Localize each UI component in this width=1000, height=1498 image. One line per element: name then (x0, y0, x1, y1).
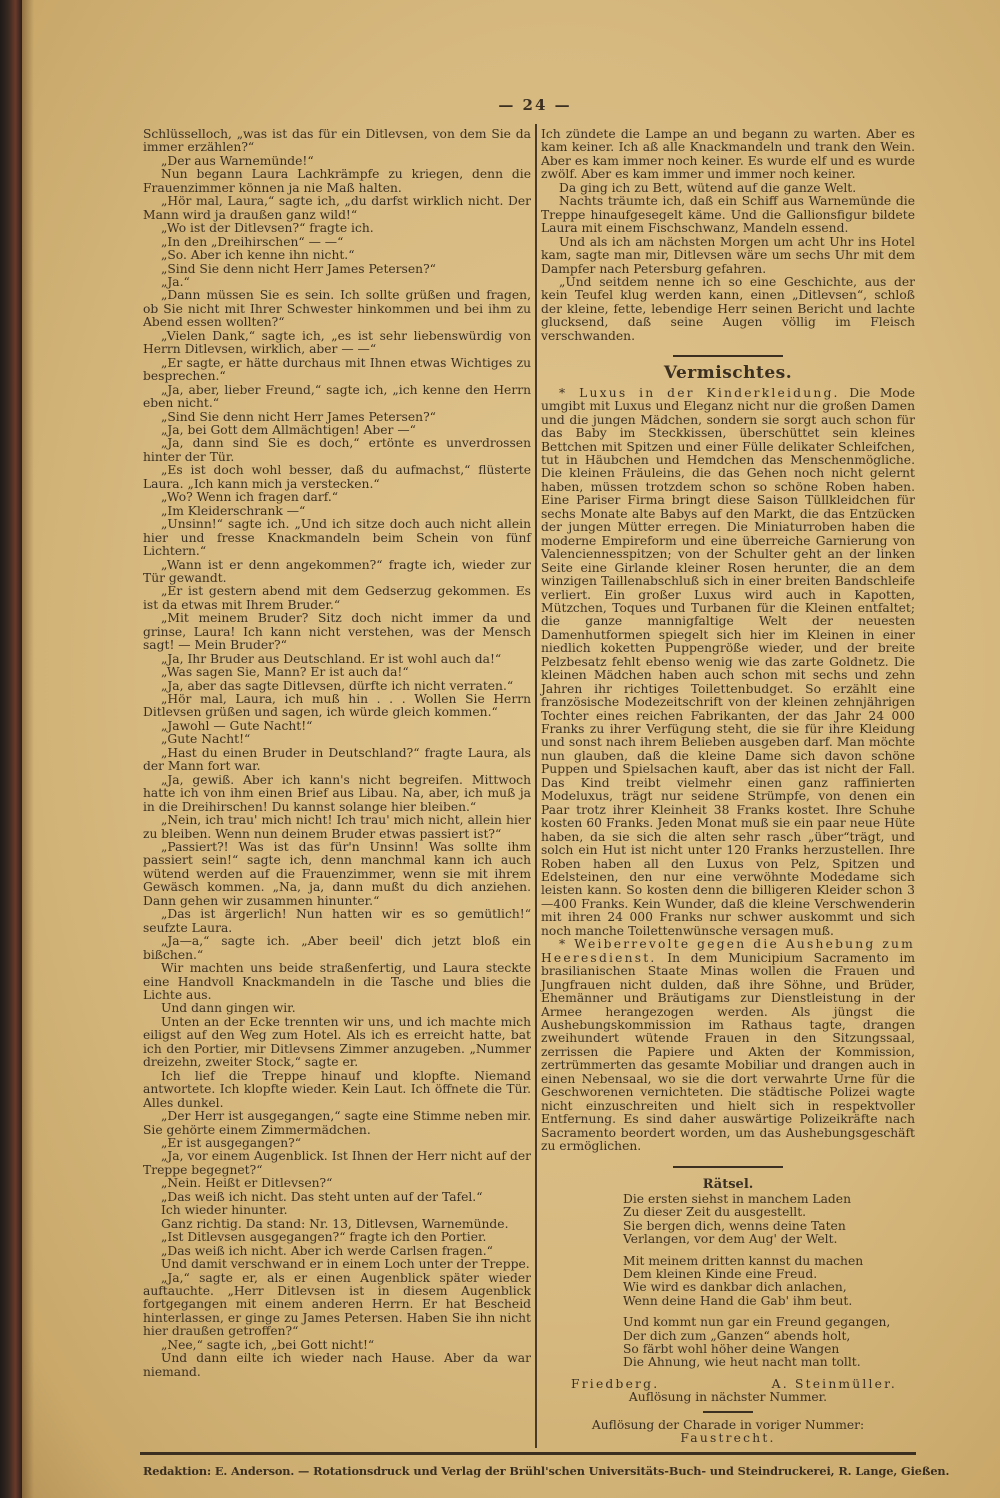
news-item-text: In dem Municipium Sacramento im brasilianischen Staate Minas wollen die Frauen und Jungfrauen nicht dulden, daß ihre Söhne, und Brüder, Ehemänner und Bräutigams zur Dienstleistung in der Armee herangezogen werden. Als jüngst die Aushebungskommission im Rathaus tagte, drangen zweihundert wütende Frauen in den Sitzungssaal, zerrissen die Papiere und Akten der Kommission, zertrümmerten das gesamte Mobiliar und drangen auch in einen Nebensaal, wo sie die dort verwahrte Urne für die Geschworenen vernichteten. Die städtische Polizei wagte nicht einzuschreiten und hielt sich in respektvoller Entfernung. Es sind daher auswärtige Polizeikräfte nach Sacramento beordert worden, um das Aushebungsgeschäft zu ermöglichen. (541, 950, 915, 1154)
riddle-signature (541, 1378, 915, 1391)
news-items (541, 387, 915, 1154)
story-paragraph: „Sind Sie denn nicht Herr James Petersen?“ (161, 261, 436, 276)
story-paragraph: „Passiert?! Was ist das für'n Unsinn! Was sollte ihm passiert sein!“ sagte ich, denn manchmal kann ich auch wütend werden auf die Frauenzimmer, wenn sie mit ihrem Gewäsch kommen. „Na, ja, dann mußt du dich anziehen. Dann gehen wir zusammen hinunter.“ (143, 840, 531, 908)
riddle-poem (541, 1193, 915, 1370)
story-paragraph: „Was sagen Sie, Mann? Er ist auch da!“ (161, 665, 409, 680)
story-paragraph: „Ja, vor einem Augenblick. Ist Ihnen der Herr nicht auf der Treppe begegnet?“ (143, 1149, 531, 1177)
story-paragraph: „Hör mal, Laura, ich muß hin . . . Wollen Sie Herrn Ditlevsen grüßen und sagen, ich würde gleich kommen.“ (143, 692, 531, 720)
news-item-text: Die Mode umgibt mit Luxus und Eleganz nicht nur die großen Damen und die jungen Mädchen, sondern sie sorgt auch schon für das Baby im Steckkissen, überschüttet sein kleines Bettchen mit Spitzen und einer Fülle delikater Schleifchen, tut in Häubchen und Hemdchen das Menschenmögliche. Die kleinen Fräuleins, die das Gehen noch nicht gelernt haben, müssen trotzdem schon so schöne Roben haben. Eine Pariser Firma bringt diese Saison Tüllkleidchen für sechs Monate alte Babys auf den Markt, die das Entzücken der jungen Mütter erregen. Die Miniaturroben haben die moderne Empireform und eine überreiche Garnierung von Valenciennesspitzen; von der Schulter geht an der linken Seite eine Girlande kleiner Rosen herunter, die an dem winzigen Taillenabschluß sich in einer breiten Bandschleife verliert. Ein großer Luxus wird auch in Kapotten, Mützchen, Toques und Turbanen für die Kleinen entfaltet; die ganze mannigfaltige Welt der neuesten Damenhutformen spiegelt sich hier im Kleinen in einer niedlich koketten Puppengröße wieder, und der breite Pelzbesatz fehlt ebenso wenig wie das zarte Goldnetz. Die kleinen Mädchen haben auch schon mit sechs und zehn Jahren ihr richtiges Toilettenbudget. So erzählt eine französische Modezeitschrift von der kleinen zehnjährigen Tochter eines reichen Fabrikanten, der das Jahr 24 000 Franks zu ihrer Verfügung steht, die sie für ihre Kleidung und sonst nach ihrem Belieben ausgeben darf. Man möchte nun glauben, daß die kleine Dame sich davon schöne Puppen und Spielsachen kauft, aber das ist nicht der Fall. Das Kind treibt vielmehr einen ganz raffinierten Modeluxus, trägt nur seidene Strümpfe, von denen ein Paar trotz ihrer Kleinheit 38 Franks kostet. Ihre Schuhe kosten 60 Franks. Jeden Monat muß sie ein paar neue Hüte haben, da sie sich die alten sehr rasch „über“trägt, und solch ein Hut ist nicht unter 120 Franks herzustellen. Ihre Roben haben all den Luxus von Pelz, Spitzen und Edelsteinen, den nur eine verwöhnte Modedame sich leisten kann. So kosten denn die billigeren Kleider schon 3—400 Franks. Kein Wunder, daß die kleine Verschwenderin mit ihren 24 000 Franks nur schwer auskommt und sich noch manche Toilettenwünsche versagen muß. (541, 385, 915, 938)
story-paragraph: Ich wieder hinunter. (161, 1203, 288, 1218)
story-paragraph: Ich zündete die Lampe an und begann zu warten. Aber es kam keiner. Ich aß alle Knackmandeln und trank den Wein. Aber es kam immer noch keiner. Es wurde elf und es wurde zwölf. Aber es kam immer und immer noch keiner. (541, 127, 915, 182)
page-gutter-shadow (22, 0, 34, 1498)
story-paragraph: „In den „Dreihirschen“ — —“ (161, 234, 344, 249)
riddle-line: So färbt wohl höher deine Wangen (623, 1342, 840, 1357)
story-paragraph: „Wo? Wenn ich fragen darf.“ (161, 490, 339, 505)
section-divider (673, 355, 783, 357)
story-paragraph: „Mit meinem Bruder? Sitz doch nicht immer da und grinse, Laura! Ich kann nicht verstehen, was der Mensch sagt! — Mein Bruder?“ (143, 611, 531, 653)
story-paragraph: „Ja—a,“ sagte ich. „Aber beeil' dich jetzt bloß ein bißchen.“ (143, 934, 531, 962)
riddle-line: Wie wird es dankbar dich anlachen, (623, 1280, 847, 1295)
riddle-line: Die ersten siehst in manchem Laden (623, 1191, 851, 1206)
riddle-line: Zu dieser Zeit du ausgestellt. (623, 1205, 807, 1220)
story-paragraph: Ich lief die Treppe hinauf und klopfte. Niemand antwortete. Ich klopfte wieder. Kein Laut. Ich öffnete die Tür. Alles dunkel. (143, 1068, 531, 1110)
riddle-line: Sie bergen dich, wenns deine Taten (623, 1218, 846, 1233)
story-paragraph: „Sind Sie denn nicht Herr James Petersen?“ (161, 409, 436, 424)
story-continuation (541, 128, 915, 343)
column-divider (535, 124, 537, 1448)
story-paragraph: Schlüsselloch, „was ist das für ein Ditlevsen, von dem Sie da immer erzählen?“ (143, 127, 531, 155)
page-number: — 24 — (498, 96, 572, 114)
story-paragraph: Nachts träumte ich, daß ein Schiff aus Warnemünde die Treppe hinaufgesegelt käme. Und die Gallionsfigur bildete Laura mit einem Fischschwanz, Mandeln essend. (541, 194, 915, 236)
riddle-line: Dem kleinen Kinde eine Freud. (623, 1267, 818, 1282)
story-paragraph: „Es ist doch wohl besser, daß du aufmachst,“ flüsterte Laura. „Ich kann mich ja verstecken.“ (143, 463, 531, 491)
story-paragraph: „Nein, ich trau' mich nicht! Ich trau' mich nicht, allein hier zu bleiben. Wenn nun deinem Bruder etwas passiert ist?“ (143, 813, 531, 841)
story-paragraph: „Ja, aber das sagte Ditlevsen, dürfte ich nicht verraten.“ (161, 678, 514, 693)
solution-label: Auflösung der Charade in voriger Nummer: (591, 1417, 865, 1432)
book-binding (0, 0, 22, 1498)
footer-rule (140, 1452, 916, 1455)
left-column (143, 128, 531, 1379)
riddle-line: Und kommt nun gar ein Freund gegangen, (623, 1315, 891, 1330)
story-paragraph: „Er ist gestern abend mit dem Gedserzug gekommen. Es ist da etwas mit Ihrem Bruder.“ (143, 584, 531, 612)
riddle-line: Mit meinem dritten kannst du machen (623, 1253, 864, 1268)
story-paragraph: „Ja.“ (161, 274, 190, 289)
story-paragraph: „Hast du einen Bruder in Deutschland?“ fragte Laura, als der Mann fort war. (143, 745, 531, 774)
news-item (541, 387, 915, 939)
story-paragraph: Wir machten uns beide straßenfertig, und Laura steckte eine Handvoll Knackmandeln in die Tasche und blies die Lichte aus. (143, 961, 531, 1002)
story-paragraph: „Jawohl — Gute Nacht!“ (161, 718, 313, 733)
story-paragraph: „Hör mal, Laura,“ sagte ich, „du darfst wirklich nicht. Der Mann wird ja draußen ganz wild!“ (143, 194, 531, 222)
news-item-title: * Weiberrevolte gegen die Aushebung zum Heeresdienst. (541, 937, 915, 965)
riddle-place: Friedberg. (571, 1376, 660, 1391)
story-paragraph: „Und seitdem nenne ich so eine Geschichte, aus der kein Teufel klug werden kann, einen „Ditlevsen“, schloß der kleine, fette, lebendige Herr seinen Bericht und lachte glucksend, daß seine Augen völlig im Fleisch verschwanden. (541, 274, 915, 343)
story-paragraph: Nun begann Laura Lachkrämpfe zu kriegen, denn die Frauenzimmer können ja nie Maß halten. (143, 167, 531, 195)
riddle-line: Die Ahnung, wie heut nacht man tollt. (623, 1355, 861, 1370)
imprint-footer: Redaktion: E. Anderson. — Rotationsdruck und Verlag der Brühl'schen Universitäts-Buch- und Steindruckerei, R. Lange, Gießen. (143, 1464, 950, 1478)
story-paragraph: Und dann eilte ich wieder nach Hause. Aber da war niemand. (143, 1351, 531, 1379)
story-paragraph: „Das weiß ich nicht. Aber ich werde Carlsen fragen.“ (161, 1243, 493, 1258)
story-paragraph: „Dann müssen Sie es sein. Ich sollte grüßen und fragen, ob Sie nicht mit Ihrer Schwester hinkommen und bei ihm zu Abend essen wollten?“ (143, 288, 531, 330)
story-paragraph: Und als ich am nächsten Morgen um acht Uhr ins Hotel kam, sagte man mir, Ditlevsen wäre um sechs Uhr mit dem Dampfer nach Petersburg gefahren. (541, 234, 915, 276)
story-paragraph: „Ja, bei Gott dem Allmächtigen! Aber —“ (161, 422, 416, 437)
story-paragraph: Und damit verschwand er in einem Loch unter der Treppe. (161, 1257, 530, 1272)
riddle-line: Wenn deine Hand die Gab' ihm beut. (623, 1293, 853, 1308)
right-column (541, 128, 915, 1446)
story-paragraph: „Ist Ditlevsen ausgegangen?“ fragte ich den Portier. (161, 1230, 487, 1245)
story-paragraph: Ganz richtig. Da stand: Nr. 13, Ditlevsen, Warnemünde. (161, 1216, 509, 1231)
story-paragraph: „Unsinn!“ sagte ich. „Und ich sitze doch auch nicht allein hier und fresse Knackmandeln beim Schein von fünf Lichtern.“ (143, 517, 531, 559)
story-paragraph: „Der Herr ist ausgegangen,“ sagte eine Stimme neben mir. Sie gehörte einem Zimmermädchen. (143, 1109, 531, 1137)
story-paragraph: „Nee,“ sagte ich, „bei Gott nicht!“ (161, 1337, 375, 1352)
story-paragraph: Da ging ich zu Bett, wütend auf die ganze Welt. (559, 180, 857, 195)
story-paragraph: „Er ist ausgegangen?“ (161, 1135, 302, 1150)
riddle-stanza (623, 1316, 915, 1370)
riddle-divider (673, 1166, 783, 1168)
story-paragraph: „Wann ist er denn angekommen?“ fragte ich, wieder zur Tür gewandt. (143, 557, 531, 585)
story-paragraph: „Im Kleiderschrank —“ (161, 503, 306, 518)
story-paragraph: Und dann gingen wir. (161, 1001, 296, 1016)
riddle-stanza (623, 1255, 915, 1309)
story-paragraph: „So. Aber ich kenne ihn nicht.“ (161, 248, 355, 263)
story-paragraph: „Wo ist der Ditlevsen?“ fragte ich. (161, 221, 374, 236)
riddle-note: Auflösung in nächster Nummer. (628, 1390, 828, 1405)
solution-answer: Faustrecht. (680, 1431, 776, 1446)
section-title: Vermischtes. (663, 363, 793, 384)
riddle-author: A. Steinmüller. (771, 1376, 897, 1391)
story-paragraph: „Ja, dann sind Sie es doch,“ ertönte es unverdrossen hinter der Tür. (143, 436, 531, 464)
story-paragraph: „Ja, Ihr Bruder aus Deutschland. Er ist wohl auch da!“ (161, 651, 502, 666)
story-paragraph: „Vielen Dank,“ sagte ich, „es ist sehr liebenswürdig von Herrn Ditlevsen, wirklich, aber — —“ (143, 328, 531, 357)
story-paragraph: „Nein. Heißt er Ditlevsen?“ (161, 1176, 333, 1191)
story-paragraph: „Der aus Warnemünde!“ (161, 153, 314, 168)
story-paragraph: „Das ist ärgerlich! Nun hatten wir es so gemütlich!“ seufzte Laura. (143, 907, 531, 935)
story-paragraph: „Ja, aber, lieber Freund,“ sagte ich, „ich kenne den Herrn eben nicht.“ (143, 382, 531, 411)
solution-divider (703, 1411, 753, 1413)
story-paragraph: „Ja, gewiß. Aber ich kann's nicht begreifen. Mittwoch hatte ich von ihm einen Brief aus Libau. Na, aber, ich muß ja in die Dreihirschen! Du kannst solange hier bleiben.“ (143, 772, 531, 814)
news-item (541, 938, 915, 1153)
riddle-title: Rätsel. (702, 1176, 754, 1192)
story-paragraph: „Ja,“ sagte er, als er einen Augenblick später wieder auftauchte. „Herr Ditlevsen ist in diesem Augenblick fortgegangen mit einem anderen Herrn. Er hat Bescheid hinterlassen, er ginge zu James Petersen. Haben Sie ihn nicht hier draußen getroffen?“ (143, 1270, 531, 1339)
story-paragraph: „Das weiß ich nicht. Das steht unten auf der Tafel.“ (161, 1189, 483, 1204)
riddle-line: Verlangen, vor dem Aug' der Welt. (623, 1232, 838, 1247)
story-paragraph: „Er sagte, er hätte durchaus mit Ihnen etwas Wichtiges zu besprechen.“ (143, 355, 531, 384)
story-paragraph: Unten an der Ecke trennten wir uns, und ich machte mich eiligst auf den Weg zum Hotel. Als ich es erreicht hatte, bat ich den Portier, mir Ditlevsens Zimmer anzugeben. „Nummer dreizehn, zweiter Stock,“ sagte er. (143, 1014, 531, 1070)
riddle-line: Der dich zum „Ganzen“ abends holt, (623, 1328, 851, 1343)
news-item-title: * Luxus in der Kinderkleidung. (559, 385, 840, 400)
story-paragraph: „Gute Nacht!“ (161, 732, 251, 747)
riddle-stanza (623, 1193, 915, 1247)
